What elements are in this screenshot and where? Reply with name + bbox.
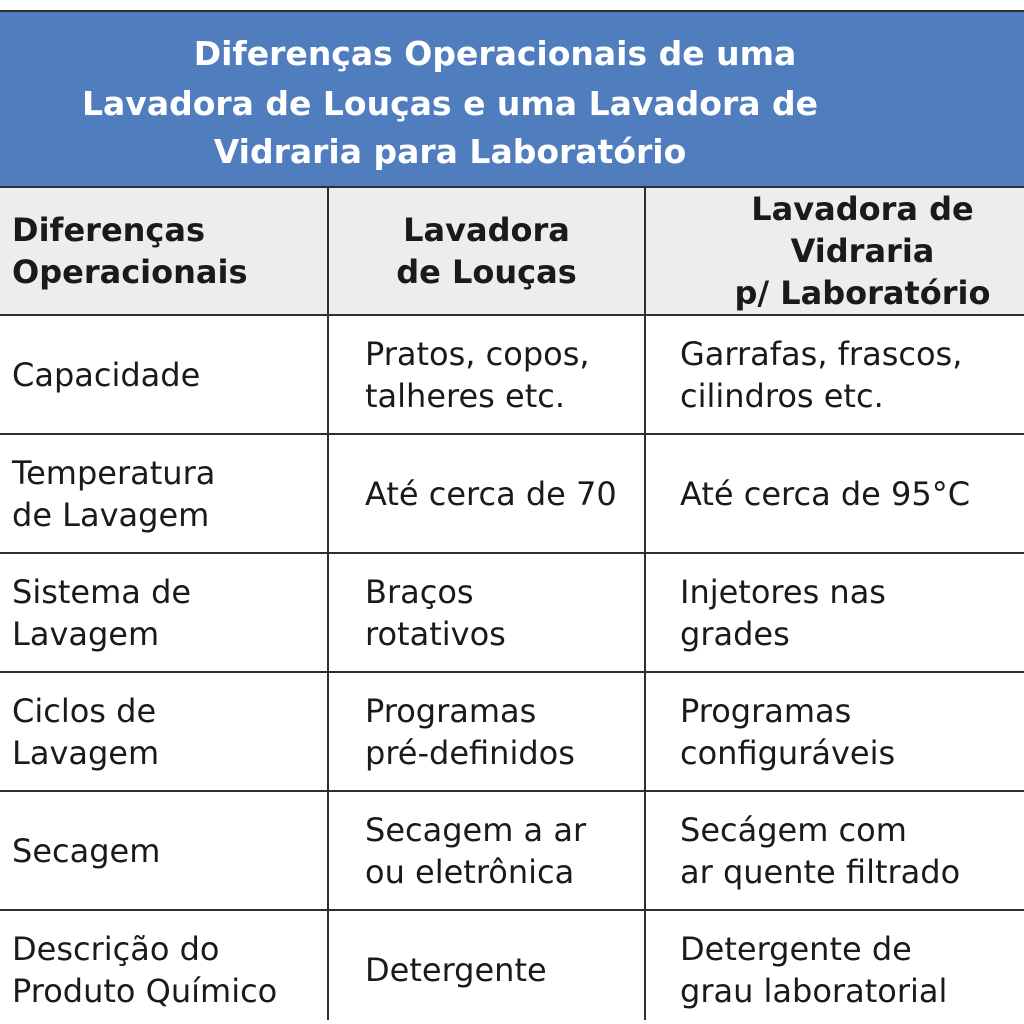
- lab-washer-cell: [645, 791, 1024, 910]
- lab-washer-cell: [645, 434, 1024, 553]
- cell-text: Programas pré-definidos: [365, 691, 575, 772]
- lab-washer-cell: [645, 315, 1024, 434]
- cell-text: Pratos, copos, talheres etc.: [365, 334, 590, 415]
- table-row: [0, 672, 1024, 791]
- header-text: Lavadora de Vidraria p/ Laboratório: [734, 190, 991, 312]
- cell-text: Secagem a ar ou eletrônica: [365, 810, 587, 891]
- lab-washer-cell: [645, 910, 1024, 1020]
- cell-text: Braços rotativos: [365, 572, 506, 653]
- dishwasher-cell: [328, 434, 645, 553]
- row-label: [0, 791, 328, 910]
- table-row: [0, 315, 1024, 434]
- header-dishwasher: [328, 188, 645, 315]
- dishwasher-cell: [328, 910, 645, 1020]
- dishwasher-cell: [328, 315, 645, 434]
- row-label: [0, 910, 328, 1020]
- header-operational-differences: [0, 188, 328, 315]
- table-row: [0, 434, 1024, 553]
- table-row: [0, 553, 1024, 672]
- dishwasher-cell: [328, 553, 645, 672]
- cell-text: Detergente: [365, 950, 547, 989]
- cell-text: Temperatura de Lavagem: [12, 453, 216, 534]
- cell-text: Sistema de Lavagem: [12, 572, 192, 653]
- cell-text: Descrição do Produto Químico: [12, 929, 278, 1010]
- cell-text: Garrafas, frascos, cilindros etc.: [680, 334, 963, 415]
- header-lab-glassware-washer: [645, 188, 1024, 315]
- title-line-2: Lavadora de Louças e uma Lavadora de: [82, 84, 818, 123]
- cell-text: Detergente de grau laboratorial: [680, 929, 948, 1010]
- row-label: [0, 434, 328, 553]
- lab-washer-cell: [645, 553, 1024, 672]
- dishwasher-cell: [328, 791, 645, 910]
- row-label: [0, 672, 328, 791]
- cell-text: Secagem: [12, 831, 161, 870]
- cell-text: Injetores nas grades: [680, 572, 886, 653]
- table-header-row: [0, 188, 1024, 315]
- lab-washer-cell: [645, 672, 1024, 791]
- cell-text: Ciclos de Lavagem: [12, 691, 160, 772]
- title-line-1: Diferenças Operacionais de uma: [193, 34, 797, 73]
- cell-text: Programas configuráveis: [680, 691, 896, 772]
- title-line-3: Vidraria para Laboratório: [213, 132, 687, 171]
- cell-text: Secágem com ar quente filtrado: [680, 810, 961, 891]
- cell-text: Até cerca de 95°C: [680, 474, 971, 513]
- cell-text: Até cerca de 70: [365, 474, 617, 513]
- header-text: Diferenças Operacionais: [12, 211, 248, 291]
- table-row: [0, 910, 1024, 1020]
- title-banner: [0, 10, 1024, 188]
- cell-text: Capacidade: [12, 355, 201, 394]
- comparison-table-container: [0, 188, 1024, 1020]
- table-row: [0, 791, 1024, 910]
- row-label: [0, 553, 328, 672]
- comparison-table: [0, 188, 1024, 1020]
- header-text: Lavadora de Louças: [396, 211, 577, 291]
- row-label: [0, 315, 328, 434]
- dishwasher-cell: [328, 672, 645, 791]
